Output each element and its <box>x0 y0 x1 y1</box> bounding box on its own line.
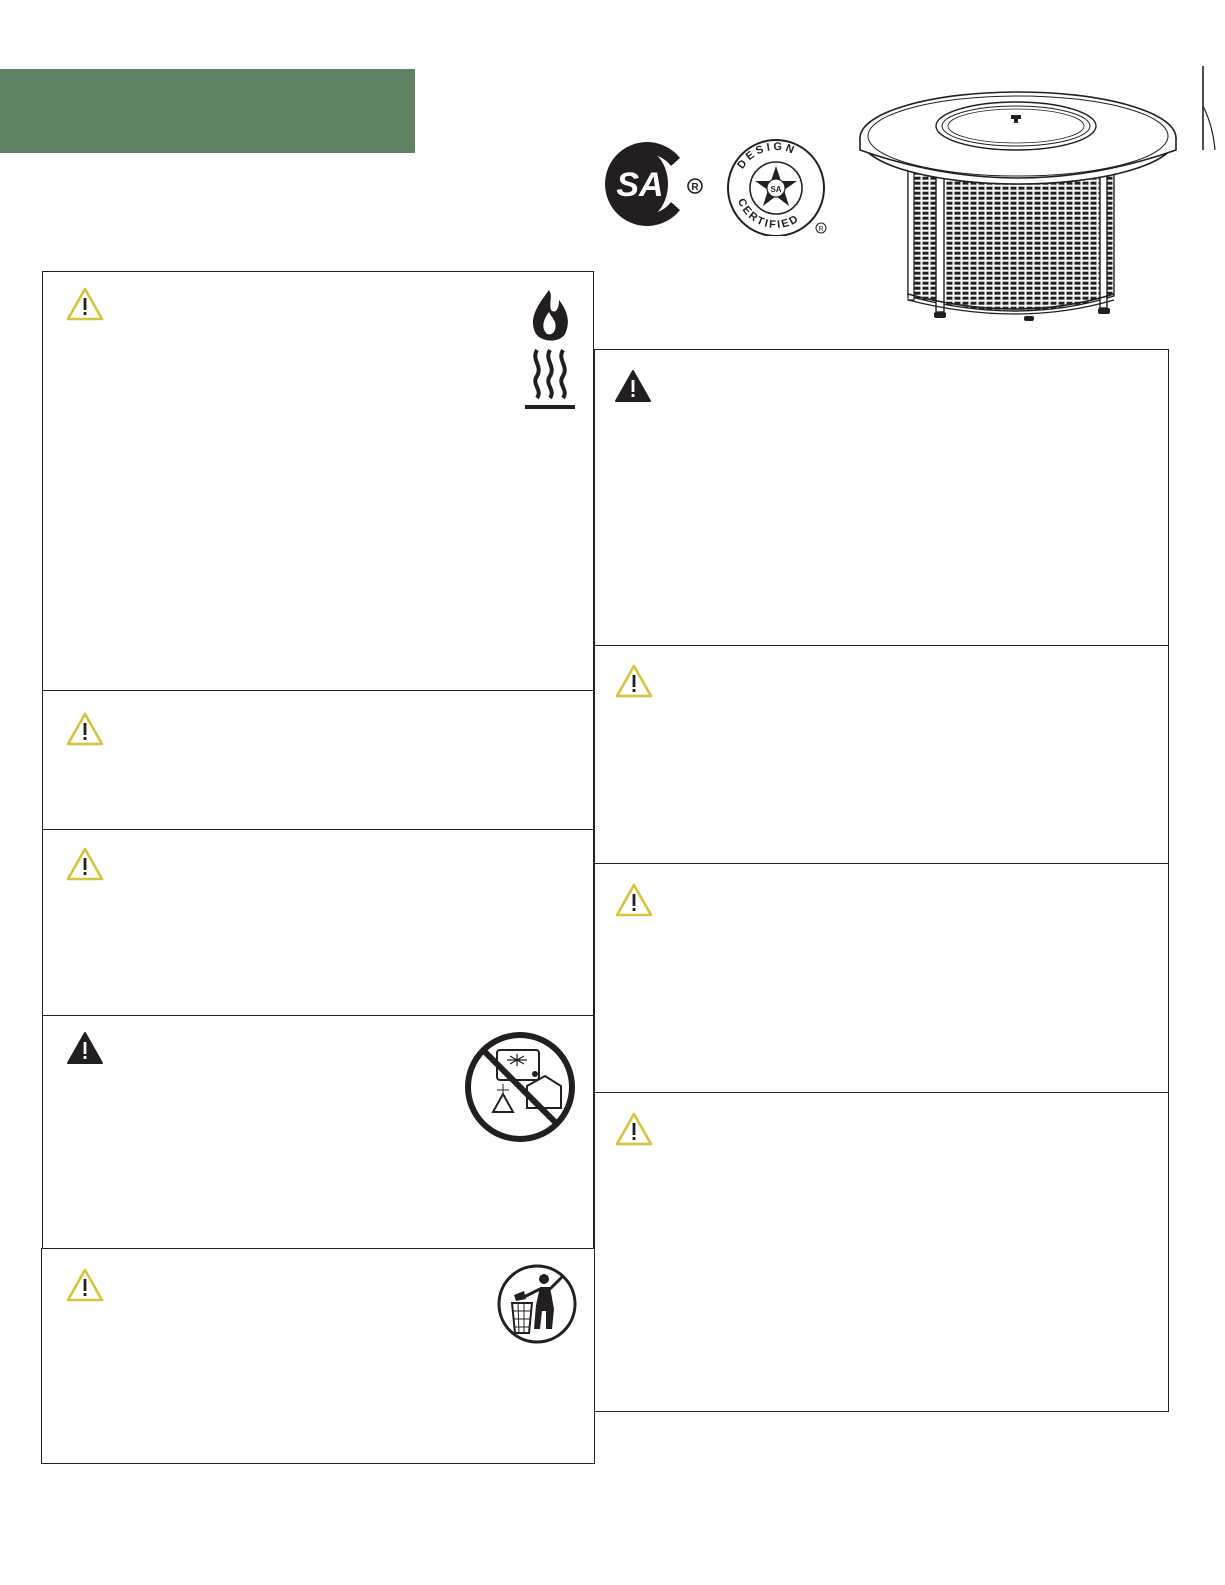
left-box-2 <box>42 690 594 831</box>
caution-triangle-icon <box>65 846 105 882</box>
caution-triangle-icon <box>614 1111 654 1147</box>
csa-logo <box>598 138 706 230</box>
right-box-3 <box>594 863 1169 1094</box>
svg-text:SA: SA <box>770 185 782 194</box>
caution-triangle-icon <box>614 663 654 699</box>
warning-triangle-icon <box>65 1030 105 1066</box>
caution-triangle-icon <box>614 882 654 918</box>
caution-triangle-icon <box>65 1267 105 1303</box>
right-box-1 <box>594 349 1169 647</box>
svg-text:SA: SA <box>616 166 664 204</box>
page-edge-mark <box>1201 66 1221 150</box>
design-certified-logo <box>724 136 830 236</box>
svg-text:DESIGN: DESIGN <box>735 140 799 172</box>
warning-triangle-icon <box>613 368 653 404</box>
dispose-properly-icon <box>496 1263 578 1345</box>
right-box-2 <box>594 645 1169 865</box>
left-box-3 <box>42 829 594 1017</box>
svg-text:R: R <box>691 182 699 193</box>
no-indoor-use-icon <box>463 1030 577 1144</box>
left-box-5 <box>41 1248 595 1464</box>
svg-text:CERTIFIED: CERTIFIED <box>734 196 802 232</box>
caution-triangle-icon <box>65 286 105 322</box>
hot-surface-icon <box>523 288 577 412</box>
header-banner <box>0 69 415 153</box>
svg-text:R: R <box>818 226 824 233</box>
left-box-4 <box>42 1015 594 1250</box>
left-box-1 <box>42 271 594 692</box>
fire-pit-table-drawing <box>858 76 1178 326</box>
caution-triangle-icon <box>65 711 105 747</box>
right-box-4 <box>594 1092 1169 1412</box>
